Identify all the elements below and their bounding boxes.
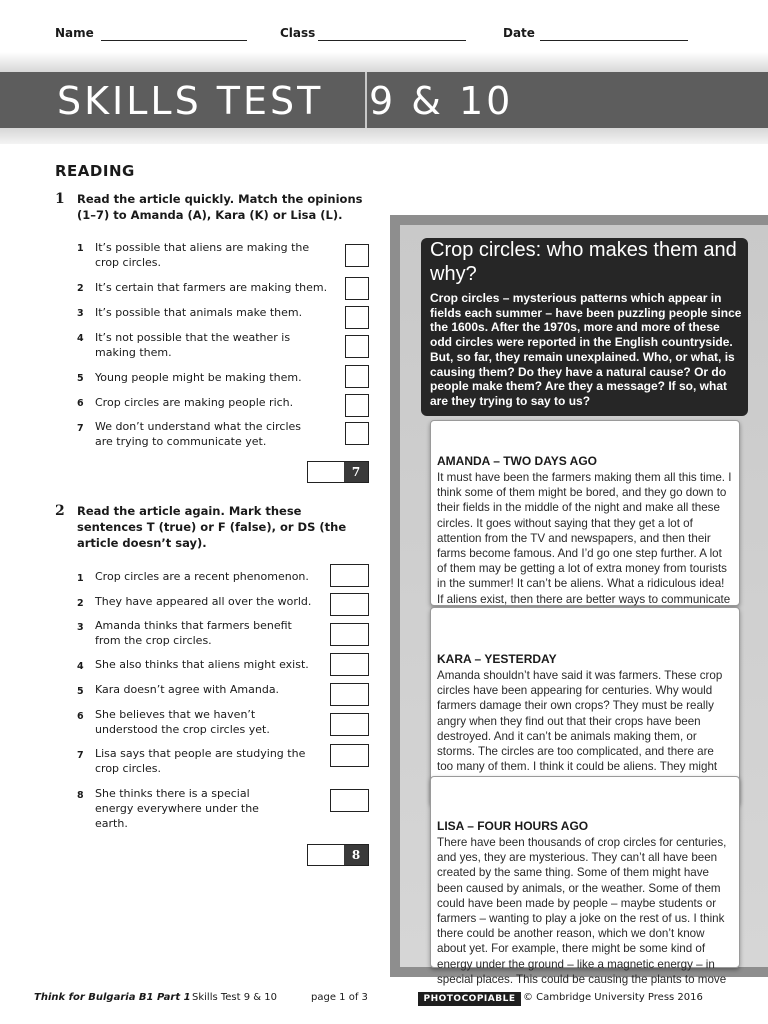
- ex2-item-text: They have appeared all over the world.: [95, 595, 312, 608]
- ex1-item-number: 3: [77, 308, 84, 319]
- ex2-item-number: 6: [77, 711, 84, 722]
- banner-title-right: 9 & 10: [369, 79, 514, 123]
- ex2-item-text: She thinks there is a special energy everywhere under the earth.: [95, 787, 259, 830]
- ex1-answer-box-4[interactable]: [345, 335, 369, 358]
- opinion-heading: KARA – YESTERDAY: [437, 652, 557, 666]
- exercise-2-number: 2: [55, 503, 65, 519]
- opinion-text: Amanda shouldn’t have said it was farmers. These crop circles have been appearing for centuries. Why would farmers damage their own crops? They must be really angry when they find out that their crops have been destroyed. And it can’t be animals making them, or storms. The circles are too complicated, and there are too many of them. I think it could be aliens. They might: [437, 669, 723, 774]
- class-label: Class: [280, 26, 316, 40]
- ex1-item-number: 6: [77, 398, 84, 409]
- opinion-heading: AMANDA – TWO DAYS AGO: [437, 454, 598, 468]
- section-title: READING: [55, 162, 135, 180]
- ex2-item-number: 8: [77, 790, 84, 801]
- ex2-item-number: 2: [77, 598, 84, 609]
- ex2-item-text: Amanda thinks that farmers benefit from the crop circles.: [95, 619, 292, 647]
- banner-title-left: SKILLS TEST: [57, 79, 324, 123]
- ex2-answer-box-2[interactable]: [330, 593, 369, 616]
- banner-divider: [365, 72, 367, 128]
- ex2-item-text: Lisa says that people are studying the crop circles.: [95, 747, 306, 775]
- ex1-item-text: It’s possible that aliens are making the crop circles.: [95, 241, 310, 269]
- ex1-item-text: We don’t understand what the circles are trying to communicate yet.: [95, 420, 301, 448]
- footer-book-title: Think for Bulgaria B1 Part 1: [34, 992, 191, 1003]
- ex1-item-number: 5: [77, 373, 84, 384]
- ex2-item-text: She also thinks that aliens might exist.: [95, 658, 309, 671]
- name-label: Name: [55, 26, 94, 40]
- ex2-answer-box-6[interactable]: [330, 713, 369, 736]
- exercise-2-score-total: 8: [344, 845, 368, 865]
- ex2-item-number: 5: [77, 686, 84, 697]
- ex1-item-number: 7: [77, 423, 84, 434]
- ex1-item-number: 1: [77, 243, 84, 254]
- date-field[interactable]: [540, 40, 688, 41]
- exercise-1-score-total: 7: [344, 462, 368, 482]
- ex2-answer-box-4[interactable]: [330, 653, 369, 676]
- ex2-item-number: 1: [77, 573, 84, 584]
- exercise-1-instruction: Read the article quickly. Match the opinions (1–7) to Amanda (A), Kara (K) or Lisa (L).: [77, 192, 363, 222]
- ex2-answer-box-8[interactable]: [330, 789, 369, 812]
- footer-page-number: page 1 of 3: [311, 992, 368, 1003]
- ex1-answer-box-5[interactable]: [345, 365, 369, 388]
- ex2-item-text: She believes that we haven’t understood the crop circles yet.: [95, 708, 270, 736]
- ex1-item-text: It’s possible that animals make them.: [95, 306, 303, 319]
- ex1-answer-box-6[interactable]: [345, 394, 369, 417]
- ex1-item-text: Young people might be making them.: [95, 371, 302, 384]
- footer-copyright: © Cambridge University Press 2016: [523, 992, 703, 1003]
- opinion-text: There have been thousands of crop circles for centuries, and yes, they are mysterious. They can’t all have been created by the same thing. Some of them might have been caused by animals, or the weather. Some of them could have been made by people – maybe students or farmers – wanting to play a joke on the rest of us. I think there could be another reason, which we don’t know about yet. For example, there might be some kind of energy under the ground – like a magnetic energy – in special places. This could be causing the plants to move: [437, 836, 727, 986]
- exercise-1-score-box: [307, 461, 369, 483]
- ex1-item-text: It’s not possible that the weather is making them.: [95, 331, 291, 359]
- ex2-answer-box-1[interactable]: [330, 564, 369, 587]
- ex1-answer-box-2[interactable]: [345, 277, 369, 300]
- class-field[interactable]: [318, 40, 466, 41]
- footer-test-name: Skills Test 9 & 10: [192, 992, 277, 1003]
- ex1-item-number: 2: [77, 283, 84, 294]
- date-label: Date: [503, 26, 535, 40]
- exercise-1-number: 1: [55, 191, 65, 207]
- article-header-card: [421, 238, 748, 416]
- ex1-item-text: Crop circles are making people rich.: [95, 396, 294, 409]
- ex1-item-number: 4: [77, 333, 84, 344]
- opinion-text: It must have been the farmers making them all this time. I think some of them might be bored, and they go down to their fields in the middle of the night and make all these circles. It goes without saying that they get a lot of attention from the TV and newspapers, and then their farms become famous. And I’d go one step further. A lot of them may be getting a lot of extra money from tourists in the summer! It can’t be aliens. What a ridiculous idea! If aliens exist, then there are better ways to communicate: [437, 471, 732, 606]
- ex2-answer-box-7[interactable]: [330, 744, 369, 767]
- ex1-answer-box-7[interactable]: [345, 422, 369, 445]
- exercise-2-instruction: Read the article again. Mark these sentences T (true) or F (false), or DS (the article doesn’t say).: [77, 504, 347, 550]
- article-intro: Crop circles – mysterious patterns which appear in fields each summer – have been puzzling people since the 1600s. After the 1970s, more and more of these odd circles were reported in the English countryside. But, so far, they remain unexplained. Who, or what, is causing them? Do they have a natural cause? Or do people make them? Are they a message? If so, what are they trying to say to us?: [430, 291, 742, 408]
- ex2-answer-box-5[interactable]: [330, 683, 369, 706]
- opinion-heading: LISA – FOUR HOURS AGO: [437, 819, 589, 833]
- article-title: Crop circles: who makes them and why?: [430, 239, 737, 285]
- exercise-2-score-box: [307, 844, 369, 866]
- ex2-item-number: 4: [77, 661, 84, 672]
- ex2-item-number: 7: [77, 750, 84, 761]
- photocopiable-badge: PHOTOCOPIABLE: [418, 992, 521, 1006]
- ex2-item-text: Crop circles are a recent phenomenon.: [95, 570, 309, 583]
- name-field[interactable]: [101, 40, 247, 41]
- ex2-answer-box-3[interactable]: [330, 623, 369, 646]
- ex1-item-text: It’s certain that farmers are making them.: [95, 281, 328, 294]
- ex1-answer-box-3[interactable]: [345, 306, 369, 329]
- ex2-item-number: 3: [77, 622, 84, 633]
- ex2-item-text: Kara doesn’t agree with Amanda.: [95, 683, 280, 696]
- ex1-answer-box-1[interactable]: [345, 244, 369, 267]
